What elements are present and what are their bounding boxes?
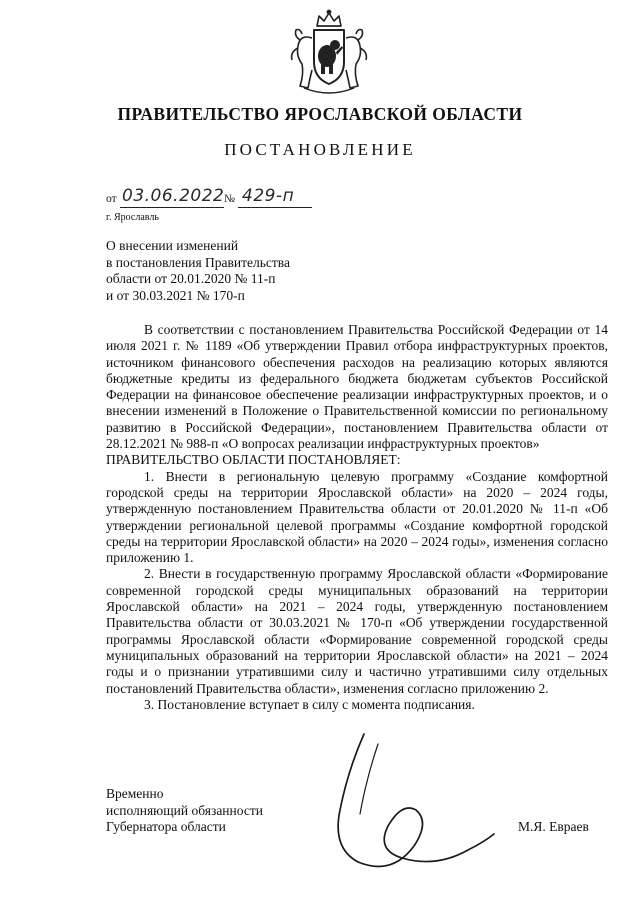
subject-line: О внесении изменений xyxy=(106,238,239,253)
coat-of-arms-emblem xyxy=(286,8,372,96)
handwritten-number: 429-п xyxy=(242,186,295,206)
subject-line: области от 20.01.2020 № 11-п xyxy=(106,271,276,286)
handwritten-date: 03.06.2022 xyxy=(122,186,225,206)
government-title: ПРАВИТЕЛЬСТВО ЯРОСЛАВСКОЙ ОБЛАСТИ xyxy=(117,104,523,124)
item-3-paragraph: 3. Постановление вступает в силу с момента подписания. xyxy=(144,696,475,712)
subject-line: и от 30.03.2021 № 170-п xyxy=(106,287,245,303)
document-body xyxy=(106,322,608,713)
item-2-paragraph: 2. Внести в государственную программу Ярославской области «Формирование современной городской среды муниципальных образований на территории Ярославской области» на 2021 – 2024 годы, утвержденную постановлением Правительства области от 30.03.2021 № 170-п «Об утверждении государственной программы Ярославской области «Формирование современной городской среды муниципальных образований на территории Ярославской области» на 2021 – 2024 годы и о признании утратившими силу и частично утратившими силу отдельных постановлений Правительства области», изменения согласно приложению 2. xyxy=(106,566,608,696)
resolution-clause: ПРАВИТЕЛЬСТВО ОБЛАСТИ ПОСТАНОВЛЯЕТ: xyxy=(106,452,401,468)
subject-block xyxy=(106,238,290,304)
number-label: № xyxy=(224,193,235,205)
from-label: от xyxy=(106,193,117,205)
handwritten-signature xyxy=(318,730,498,880)
date-underline xyxy=(120,207,224,208)
date-number-line xyxy=(104,186,364,214)
signatory-name: М.Я. Евраев xyxy=(518,819,589,834)
subject-line: в постановления Правительства xyxy=(106,254,290,270)
position-line: исполняющий обязанности xyxy=(106,802,263,818)
document-type: ПОСТАНОВЛЕНИЕ xyxy=(224,140,416,159)
city: г. Ярославль xyxy=(106,212,159,223)
position-line: Временно xyxy=(106,786,164,801)
preamble-paragraph: В соответствии с постановлением Правительства Российской Федерации от 14 июля 2021 г. № 1189 «Об утверждении Правил отбора инфраструктурных проектов, источником финансового обеспечения расходов на реализацию которых являются бюджетные кредиты из федерального бюджета бюджетам субъектов Российской Федерации на финансовое обеспечение реализации инфраструктурных проектов, и о внесении изменений в Положение о Правительственной комиссии по региональному развитию в Российской Федерации», постановлением Правительства области от 28.12.2021 № 988-п «О вопросах реализации инфраструктурных проектов» xyxy=(106,322,608,452)
signatory-position xyxy=(106,786,263,836)
position-line: Губернатора области xyxy=(106,819,226,834)
item-1-paragraph: 1. Внести в региональную целевую программу «Создание комфортной городской среды на территории Ярославской области» на 2020 – 2024 годы, утвержденную постановлением Правительства области от 20.01.2020 № 11-п «Об утверждении региональной целевой программы «Создание комфортной городской среды на территории Ярославской области» на 2020 – 2024 годы», изменения согласно приложению 1. xyxy=(106,468,608,566)
number-underline xyxy=(238,207,312,208)
